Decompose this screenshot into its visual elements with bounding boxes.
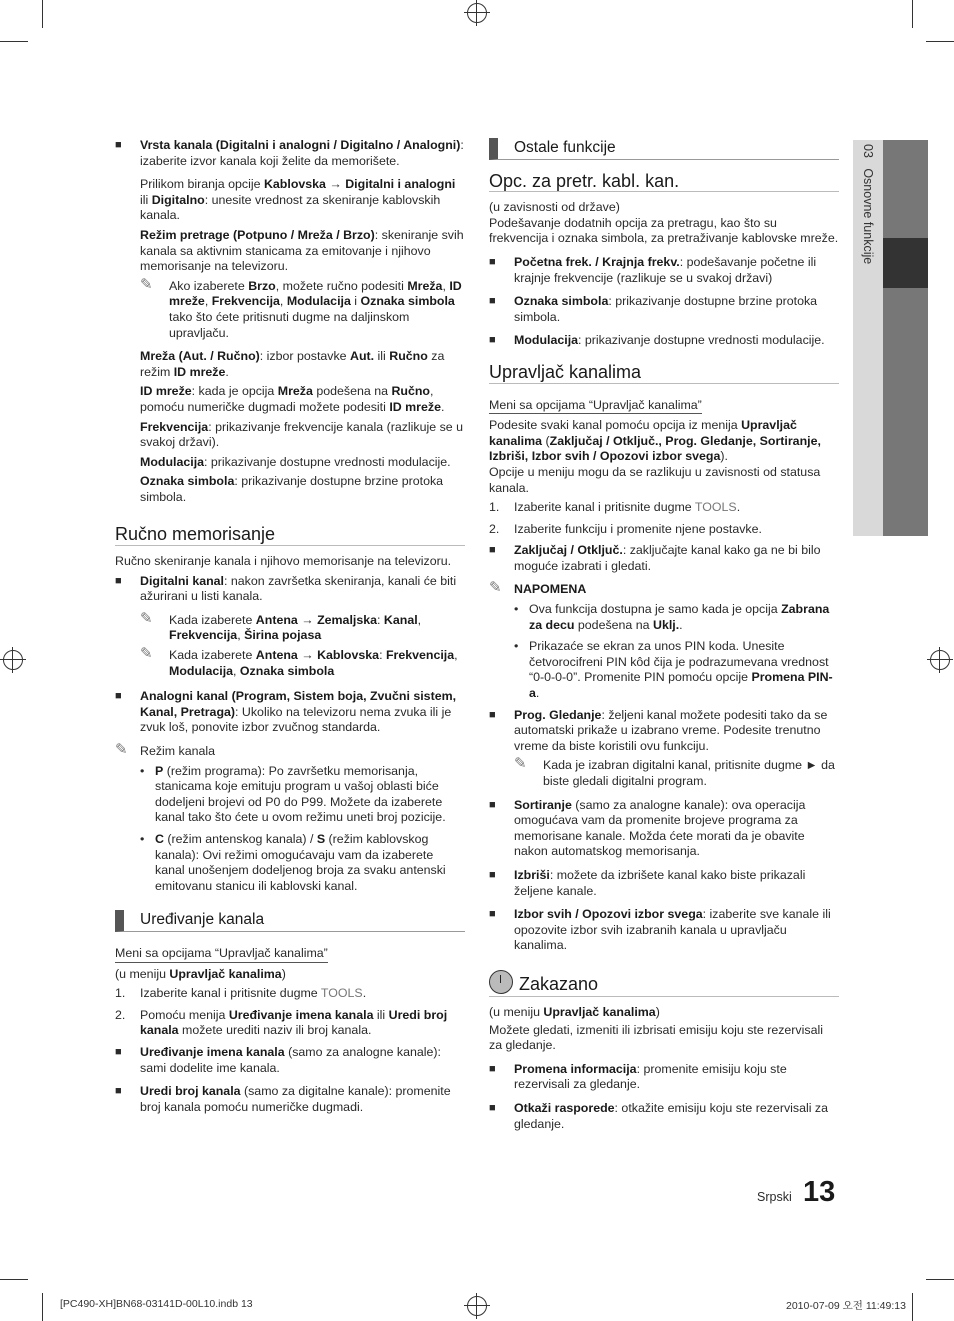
page-language: Srpski [757, 1190, 792, 1204]
pencil-note-icon: ✎ [140, 609, 153, 627]
paragraph: (u zavisnosti od države) [489, 200, 620, 215]
paragraph: Mreža (Aut. / Ručno): izbor postavke Aut. ili Ručno za režim ID mreže. ID mreže: kada je opcija Mreža podešena na Ručno, pomoću numeričke dugmadi možete podesiti ID mreže. Frekvencija: prikazivanje frekvencije kanala (razlikuje se u svakoj državi). Modulacija: prikazivanje dostupne vrednosti modulacije. Oznaka simbola: prikazivanje dostupne brzine protoka simbola. [140, 349, 464, 504]
footer-date: 2010-07-09 오전 11:49:13 [786, 1300, 906, 1312]
registration-mark-icon [930, 650, 950, 670]
crop-mark [926, 41, 954, 42]
menu-header: Meni sa opcijama “Upravljač kanalima” [115, 946, 328, 963]
list-item: ■ Prog. Gledanje: željeni kanal možete podesiti tako da se automatski prikaže u izabrano vreme. Podesite trenutno vreme da biste koristili ovu funkciju. [489, 708, 839, 755]
step: 1. Izaberite kanal i pritisnite dugme TOOLS. [489, 500, 741, 515]
page-number: 13 [803, 1176, 836, 1208]
list-item: ■ Izbriši: možete da izbrišete kanal kako biste prikazali željene kanale. [489, 868, 839, 899]
paragraph: Podesite svaki kanal pomoću opcija iz menija Upravljač kanalima (Zaključaj / Otključ., Prog. Gledanje, Sortiranje, Izbriši, Izbor svih / Opozovi izbor svega). [489, 418, 821, 464]
pencil-note-icon: ✎ [140, 645, 153, 663]
paragraph: Ručno skeniranje kanala i njihovo memorisanje na televizoru. [115, 554, 452, 569]
paragraph: Opcije u meniju mogu da se razlikuju u zavisnosti od statusa kanala. [489, 464, 821, 495]
list-item: ■ Modulacija: prikazivanje dostupne vrednosti modulacije. [489, 333, 839, 349]
chapter-side-tab [853, 140, 928, 536]
registration-mark-icon [467, 3, 487, 23]
right-column [489, 138, 839, 1140]
section-bar-title: Uređivanje kanala [115, 910, 465, 932]
section-title: Upravljač kanalima [489, 365, 839, 384]
context-line: (u meniju Upravljač kanalima) [115, 966, 286, 981]
menu-header: Meni sa opcijama “Upravljač kanalima” [489, 398, 702, 415]
note: ✎ Kada izaberete Antena → Zemaljska: Kanal, Frekvencija, Širina pojasa [140, 609, 422, 643]
step: 2. Izaberite funkciju i promenite njene postavke. [489, 521, 762, 536]
registration-mark-icon [3, 650, 23, 670]
context-line: (u meniju Upravljač kanalima) [489, 1004, 660, 1019]
section-title: Zakazano [489, 970, 839, 997]
list-item: ■ Promena informacija: promenite emisiju koju ste rezervisali za gledanje. [489, 1062, 839, 1093]
pencil-note-icon: ✎ [115, 741, 128, 758]
list-item: ■ Početna frek. / Krajnja frekv.: podešavanje početne ili krajnje frekvencije (razlikuje se u svakoj državi) [489, 255, 839, 286]
list-item: • Prikazaće se ekran za unos PIN koda. Unesite četvorocifreni PIN kôd čija je podrazumevana vrednost “0-0-0-0”. Promenite PIN pomoću opcije Promena PIN-a. [489, 639, 839, 701]
list-item: ■ Otkaži rasporede: otkažite emisiju koju ste rezervisali za gledanje. [489, 1101, 839, 1132]
list-item: ■ Uređivanje imena kanala (samo za analogne kanale): sami dodelite ime kanala. [115, 1045, 465, 1076]
list-item: ■ Uredi broj kanala (samo za digitalne kanale): promenite broj kanala pomoću numeričke dugmadi. [115, 1084, 465, 1115]
crop-mark [42, 1293, 43, 1321]
step: 2. Pomoću menija Uređivanje imena kanala ili Uredi broj kanala možete urediti naziv ili broj kanala. [115, 1007, 448, 1038]
list-item: • C (režim antenskog kanala) / S (režim kablovskog kanala): Ovi režimi omogućavaju vam da izaberete kanal unošenjem dodeljenog broja za svaku antenski emitovanu stanicu ili kablovski kanal. [115, 832, 465, 894]
list-item: ■ Digitalni kanal: nakon završetka skeniranja, kanali će biti ažurirani u listi kanala. [115, 574, 465, 605]
paragraph: Podešavanje dodatnih opcija za pretragu, kao što su frekvencija i oznaka simbola, za pretraživanje kablovske mreže. [489, 215, 839, 246]
registration-mark-icon [467, 1296, 487, 1316]
left-column [115, 138, 465, 1123]
list-item: ■ Zaključaj / Otključ.: zaključajte kanal kako ga ne bi bilo moguće izabrati i gledati. [489, 543, 839, 574]
footer-file: [PC490-XH]BN68-03141D-00L10.indb 13 [60, 1298, 253, 1310]
section-bar-title: Ostale funkcije [489, 138, 839, 160]
step: 1. Izaberite kanal i pritisnite dugme TOOLS. [115, 986, 367, 1001]
list-item: ■ Sortiranje (samo za analogne kanale): ova operacija omogućava vam da promenite brojeve programa za memorisane kanale. Možda ćete morati da je obavite nakon automatskog memorisanja. [489, 798, 839, 860]
pencil-note-icon: ✎ [489, 579, 502, 597]
pencil-note-icon: ✎ [514, 755, 527, 773]
pencil-note-icon: ✎ [140, 275, 153, 293]
note: ✎ Ako izaberete Brzo, možete ručno podesiti Mreža, ID mreže, Frekvencija, Modulacija i Oznaka simbola tako što ćete pritisnuti dugme na daljinskom upravljaču. [140, 275, 462, 340]
note: ✎ NAPOMENA [489, 579, 587, 597]
section-title: Ručno memorisanje [115, 527, 465, 546]
crop-mark [42, 0, 43, 28]
list-item: • P (režim programa): Po završetku memorisanja, stanicama koje emituju program u vašoj oblasti biće dodeljeni brojevi od P0 do P99. Možete da izaberete kanal tako što ćete u ovom režimu uneti broj pozicije. [115, 764, 465, 826]
crop-mark [0, 1279, 28, 1280]
note: ✎ Režim kanala [115, 741, 216, 758]
list-item: • Ova funkcija dostupna je samo kada je opcija Zabrana za decu podešena na Uklj.. [489, 602, 839, 633]
list-item: ■ Analogni kanal (Program, Sistem boja, Zvučni sistem, Kanal, Pretraga): Ukoliko na televizoru nema zvuka ili je zvuk loš, ponovite izbor zvučnog standarda. [115, 689, 465, 736]
list-item: ■ Oznaka simbola: prikazivanje dostupne brzine protoka simbola. [489, 294, 839, 325]
chapter-label: 03 Osnovne funkcije [861, 144, 875, 265]
note: ✎ Kada je izabran digitalni kanal, pritisnite dugme ► da biste gledali digitalni program. [514, 755, 835, 788]
paragraph: Možete gledati, izmeniti ili izbrisati emisiju koju ste rezervisali za gledanje. [489, 1022, 823, 1053]
crop-mark [912, 0, 913, 28]
crop-mark [0, 41, 28, 42]
paragraph: Prilikom biranja opcije Kablovska → Digitalni i analogni ili Digitalno: unesite vrednost za skeniranje kablovskih kanala. Režim pretrage (Potpuno / Mreža / Brzo): skeniranje svih kanala sa aktivnim stanicama za emitovanje i njihovo memorisanje na televizoru. [140, 177, 464, 274]
clock-icon [489, 970, 513, 994]
list-item: ■ Izbor svih / Opozovi izbor svega: izaberite sve kanale ili opozovite izbor svih izabranih kanala u upravljaču kanalima. [489, 907, 839, 954]
crop-mark [926, 1279, 954, 1280]
crop-mark [912, 1293, 913, 1321]
list-item: ■ Vrsta kanala (Digitalni i analogni / Digitalno / Analogni): izaberite izvor kanala koji želite da memorišete. [115, 138, 465, 169]
section-title: Opc. za pretr. kabl. kan. [489, 174, 839, 193]
note: ✎ Kada izaberete Antena → Kablovska: Frekvencija, Modulacija, Oznaka simbola [140, 645, 458, 678]
